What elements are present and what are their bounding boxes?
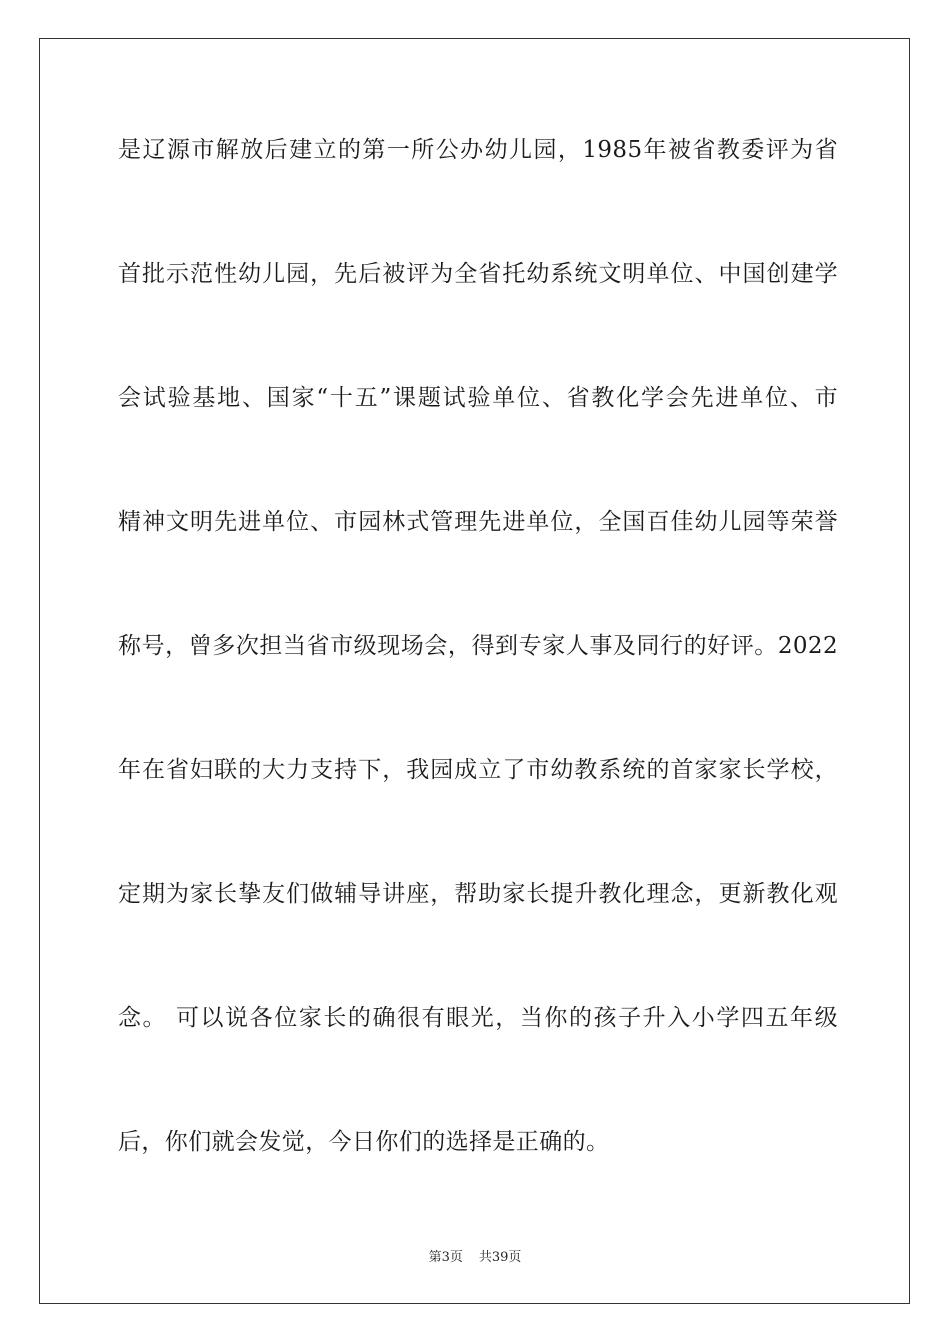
- text-line-9: 后，你们就会发觉，今日你们的选择是正确的。: [118, 1129, 610, 1155]
- page-total: 共39页: [478, 1250, 522, 1265]
- text-line-5: 称号，曾多次担当省市级现场会，得到专家人事及同行的好评。2022: [118, 633, 838, 659]
- text-line-4: 精神文明先进单位、市园林式管理先进单位，全国百佳幼儿园等荣誉: [118, 509, 838, 535]
- text-line-3: 会试验基地、国家“十五”课题试验单位、省教化学会先进单位、市: [118, 385, 838, 411]
- text-line-6: 年在省妇联的大力支持下，我园成立了市幼教系统的首家家长学校，: [118, 757, 838, 783]
- body-text: [118, 128, 838, 1244]
- text-line-1: 是辽源市解放后建立的第一所公办幼儿园，1985年被省教委评为省: [118, 137, 838, 163]
- text-line-2: 首批示范性幼儿园，先后被评为全省托幼系统文明单位、中国创建学: [118, 261, 838, 287]
- text-line-8: 念。 可以说各位家长的确很有眼光，当你的孩子升入小学四五年级: [118, 1005, 838, 1031]
- page-number: 第3页: [428, 1250, 463, 1265]
- text-line-7: 定期为家长挚友们做辅导讲座，帮助家长提升教化理念，更新教化观: [118, 881, 838, 907]
- page-footer: [0, 1246, 950, 1265]
